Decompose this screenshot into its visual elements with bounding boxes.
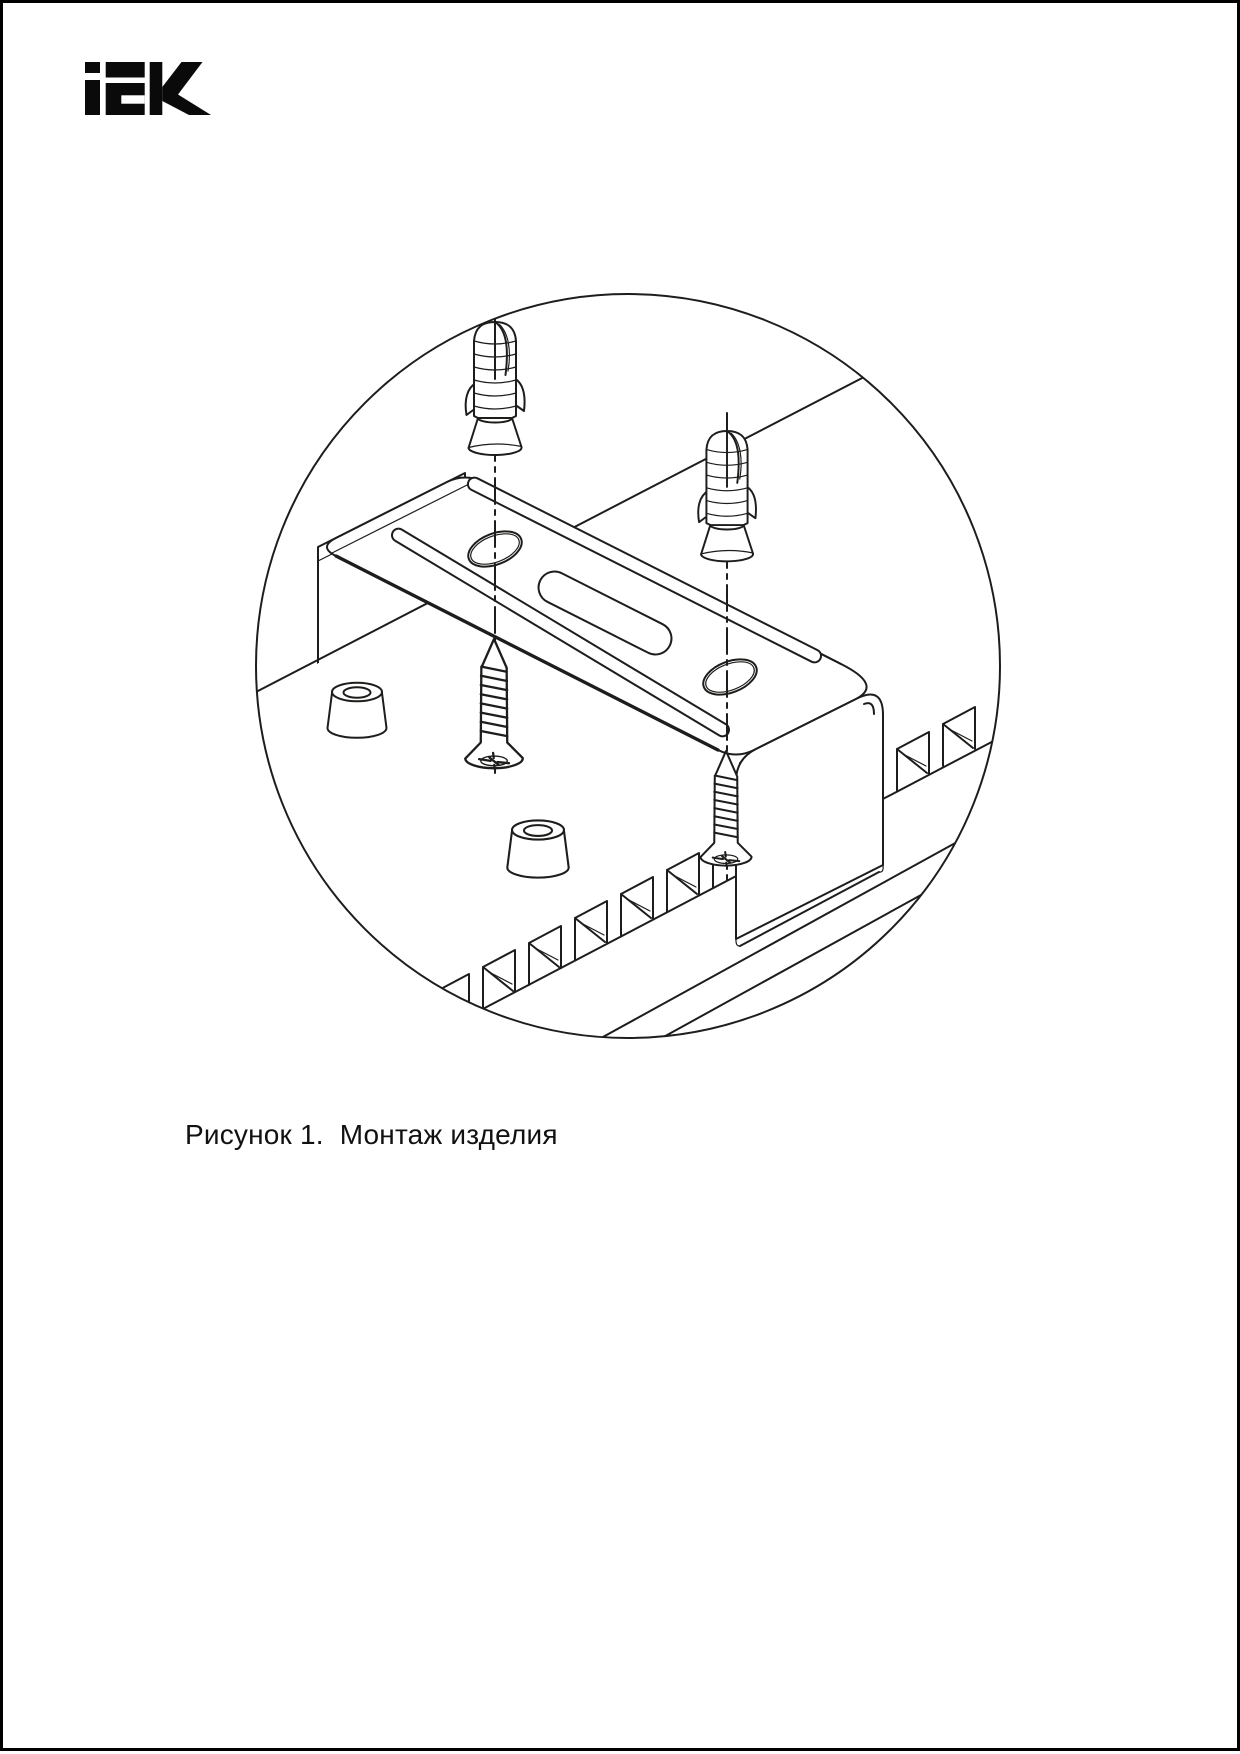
wall-anchor-right (698, 431, 756, 561)
wall-anchor-left (466, 322, 525, 455)
figure-caption: Рисунок 1. Монтаж изделия (185, 1119, 558, 1150)
screw-left (465, 639, 523, 770)
rubber-foot-front (507, 820, 568, 877)
mounting-bracket (327, 475, 867, 763)
figure-drawing (3, 3, 1240, 1754)
rubber-foot-rear (328, 683, 387, 738)
